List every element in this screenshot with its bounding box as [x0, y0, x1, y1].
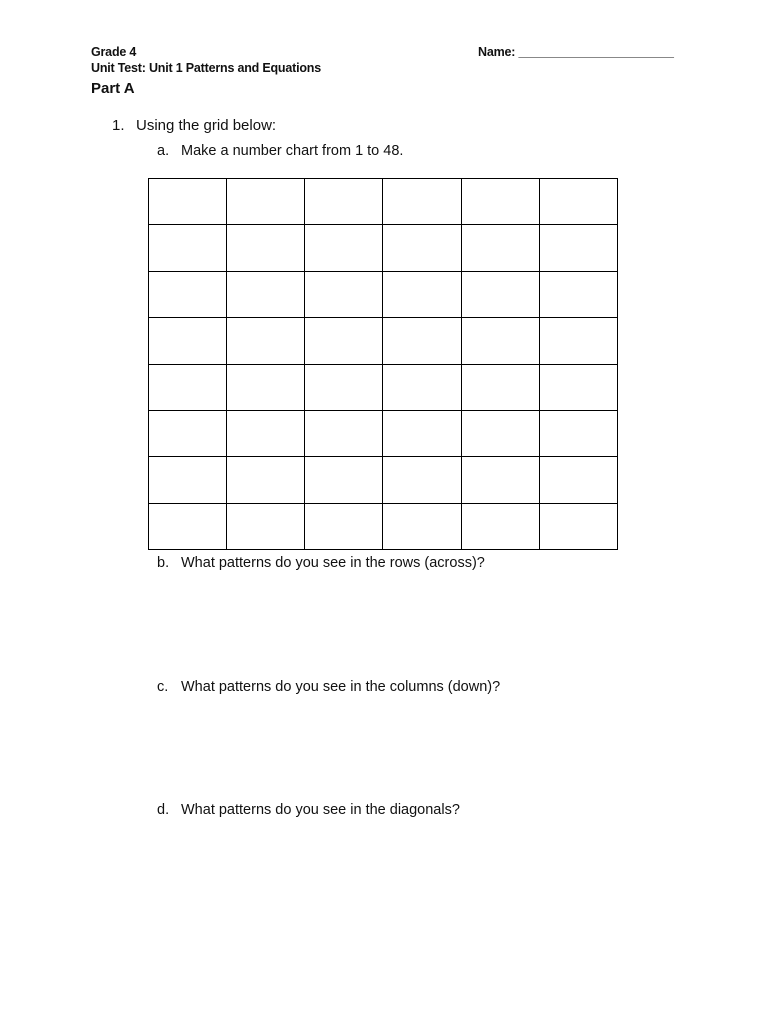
grid-cell[interactable]: [462, 225, 540, 271]
item-d-letter: d.: [157, 802, 170, 818]
grid-cell[interactable]: [149, 457, 227, 503]
grid-cell[interactable]: [227, 457, 305, 503]
grid-cell[interactable]: [305, 225, 383, 271]
grid-cell[interactable]: [227, 318, 305, 364]
grid-cell[interactable]: [540, 225, 618, 271]
grid-cell[interactable]: [383, 365, 461, 411]
grid-cell[interactable]: [383, 179, 461, 225]
grid-cell[interactable]: [383, 318, 461, 364]
grid-cell[interactable]: [383, 457, 461, 503]
grade-label: Grade 4: [91, 45, 137, 59]
item-b-text: What patterns do you see in the rows (across)?: [181, 555, 485, 571]
grid-cell[interactable]: [149, 504, 227, 550]
grid-cell[interactable]: [227, 504, 305, 550]
question-text: Using the grid below:: [136, 117, 277, 134]
grid-cell[interactable]: [540, 179, 618, 225]
grid-cell[interactable]: [227, 411, 305, 457]
unit-title: Unit Test: Unit 1 Patterns and Equations: [91, 61, 321, 75]
grid-cell[interactable]: [540, 272, 618, 318]
grid-cell[interactable]: [540, 504, 618, 550]
grid-cell[interactable]: [305, 272, 383, 318]
item-a-letter: a.: [157, 143, 170, 159]
number-chart-grid: [148, 178, 618, 550]
grid-cell[interactable]: [305, 504, 383, 550]
grid-cell[interactable]: [383, 225, 461, 271]
grid-cell[interactable]: [305, 179, 383, 225]
item-a-text: Make a number chart from 1 to 48.: [181, 143, 404, 159]
grid-cell[interactable]: [462, 411, 540, 457]
question-number: 1.: [112, 117, 125, 134]
grid-cell[interactable]: [540, 365, 618, 411]
item-c-letter: c.: [157, 679, 169, 695]
grid-cell[interactable]: [305, 457, 383, 503]
grid-cell[interactable]: [462, 318, 540, 364]
grid-cell[interactable]: [305, 365, 383, 411]
grid-cell[interactable]: [462, 457, 540, 503]
grid-cell[interactable]: [227, 365, 305, 411]
item-b-letter: b.: [157, 555, 170, 571]
grid-cell[interactable]: [227, 179, 305, 225]
grid-cell[interactable]: [462, 365, 540, 411]
grid-cell[interactable]: [540, 457, 618, 503]
item-d-text: What patterns do you see in the diagonals?: [181, 802, 460, 818]
grid-cell[interactable]: [383, 504, 461, 550]
name-field-label: Name: _______________________: [478, 45, 674, 59]
grid-cell[interactable]: [227, 225, 305, 271]
grid-cell[interactable]: [305, 411, 383, 457]
grid-cell[interactable]: [540, 318, 618, 364]
grid-cell[interactable]: [149, 411, 227, 457]
part-title: Part A: [91, 80, 135, 97]
grid-cell[interactable]: [149, 225, 227, 271]
grid-cell[interactable]: [149, 272, 227, 318]
grid-cell[interactable]: [462, 179, 540, 225]
grid-cell[interactable]: [383, 411, 461, 457]
grid-cell[interactable]: [149, 318, 227, 364]
grid-cell[interactable]: [149, 365, 227, 411]
grid-cell[interactable]: [540, 411, 618, 457]
grid-cell[interactable]: [149, 179, 227, 225]
grid-cell[interactable]: [462, 272, 540, 318]
item-c-text: What patterns do you see in the columns (down)?: [181, 679, 501, 695]
grid-cell[interactable]: [383, 272, 461, 318]
grid-cell[interactable]: [462, 504, 540, 550]
grid-cell[interactable]: [227, 272, 305, 318]
grid-cell[interactable]: [305, 318, 383, 364]
